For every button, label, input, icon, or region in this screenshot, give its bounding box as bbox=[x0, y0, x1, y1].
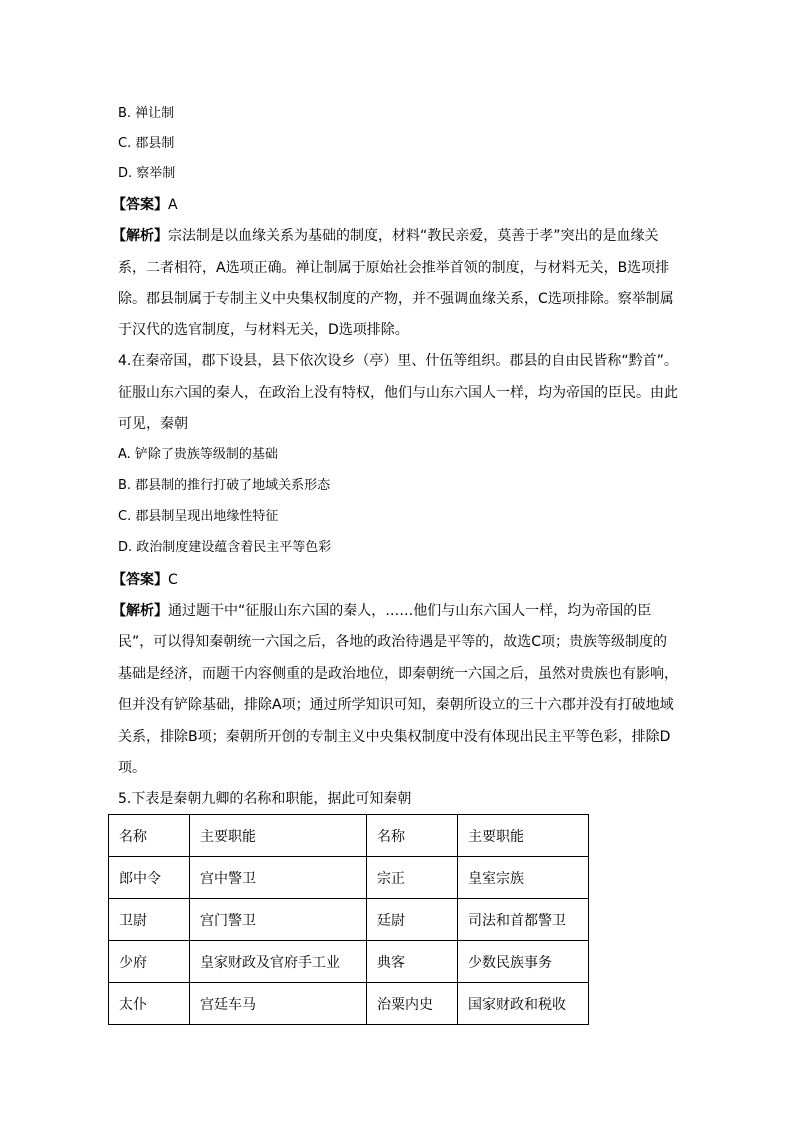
answer-value: A bbox=[168, 197, 178, 213]
analysis-tag: 【解析】 bbox=[112, 603, 168, 619]
table-cell: 司法和首都警卫 bbox=[458, 899, 589, 941]
table-cell: 治粟内史 bbox=[367, 983, 458, 1025]
q5-stem: 5.下表是秦朝九卿的名称和职能，据此可知秦朝 bbox=[118, 791, 412, 807]
table-cell: 宗正 bbox=[367, 857, 458, 899]
table-cell: 皇家财政及官府手工业 bbox=[190, 941, 367, 983]
table-header-row bbox=[109, 815, 589, 857]
q4-stem-line-3: 可见，秦朝 bbox=[118, 416, 188, 432]
table-row bbox=[109, 899, 589, 941]
q4-answer bbox=[112, 570, 178, 590]
analysis-text: 通过题干中“征服山东六国的秦人，……他们与山东六国人一样，均为帝国的臣 bbox=[168, 603, 652, 619]
answer-tag: 【答案】 bbox=[112, 572, 168, 588]
q4-analysis-line-6: 项。 bbox=[118, 760, 146, 776]
q3-option-d: D. 察举制 bbox=[118, 166, 176, 181]
table-cell: 宫门警卫 bbox=[190, 899, 367, 941]
analysis-tag: 【解析】 bbox=[112, 228, 168, 244]
header-cell: 名称 bbox=[367, 815, 458, 857]
q4-option-c: C. 郡县制呈现出地缘性特征 bbox=[118, 509, 279, 524]
table-row bbox=[109, 983, 589, 1025]
table-cell: 太仆 bbox=[109, 983, 190, 1025]
table-cell: 少府 bbox=[109, 941, 190, 983]
q4-analysis-line-2: 民”，可以得知秦朝统一六国之后，各地的政治待遇是平等的，故选C项；贵族等级制度的 bbox=[118, 634, 668, 650]
q4-stem-line-2: 征服山东六国的秦人，在政治上没有特权，他们与山东六国人一样，均为帝国的臣民。由此 bbox=[118, 385, 678, 401]
nine-ministers-table bbox=[108, 814, 589, 1025]
table-row bbox=[109, 857, 589, 899]
header-cell: 名称 bbox=[109, 815, 190, 857]
answer-tag: 【答案】 bbox=[112, 197, 168, 213]
q4-analysis-line-3: 基础是经济，而题干内容侧重的是政治地位，即秦朝统一六国之后，虽然对贵族也有影响， bbox=[118, 666, 678, 682]
table-cell: 皇室宗族 bbox=[458, 857, 589, 899]
analysis-text: 宗法制是以血缘关系为基础的制度，材料“教民亲爱，莫善于孝”突出的是血缘关 bbox=[168, 228, 659, 244]
q3-analysis-line-1 bbox=[112, 226, 659, 246]
header-cell: 主要职能 bbox=[458, 815, 589, 857]
q3-analysis-line-2: 系，二者相符，A选项正确。禅让制属于原始社会推举首领的制度，与材料无关，B选项排 bbox=[118, 260, 670, 276]
q3-option-b: B. 禅让制 bbox=[118, 106, 175, 121]
table-cell: 卫尉 bbox=[109, 899, 190, 941]
q4-analysis-line-5: 关系，排除B项；秦朝所开创的专制主义中央集权制度中没有体现出民主平等色彩，排除D bbox=[118, 729, 671, 745]
q4-option-b: B. 郡县制的推行打破了地域关系形态 bbox=[118, 478, 331, 493]
table-cell: 宫廷车马 bbox=[190, 983, 367, 1025]
table-cell: 少数民族事务 bbox=[458, 941, 589, 983]
answer-value: C bbox=[168, 572, 178, 588]
table-cell: 郎中令 bbox=[109, 857, 190, 899]
table-cell: 宫中警卫 bbox=[190, 857, 367, 899]
q4-option-a: A. 铲除了贵族等级制的基础 bbox=[118, 447, 278, 462]
q3-analysis-line-3: 除。郡县制属于专制主义中央集权制度的产物，并不强调血缘关系，C选项排除。察举制属 bbox=[118, 291, 674, 307]
q4-stem-line-1: 4.在秦帝国，郡下设县，县下依次设乡（亭）里、什伍等组织。郡县的自由民皆称“黔首”。 bbox=[118, 353, 678, 369]
header-cell: 主要职能 bbox=[190, 815, 367, 857]
table-cell: 国家财政和税收 bbox=[458, 983, 589, 1025]
table-cell: 廷尉 bbox=[367, 899, 458, 941]
q4-option-d: D. 政治制度建设蕴含着民主平等色彩 bbox=[118, 540, 332, 555]
q3-option-c: C. 郡县制 bbox=[118, 136, 175, 151]
q4-analysis-line-4: 但并没有铲除基础，排除A项；通过所学知识可知，秦朝所设立的三十六郡并没有打破地域 bbox=[118, 697, 674, 713]
table-cell: 典客 bbox=[367, 941, 458, 983]
q4-analysis-line-1 bbox=[112, 601, 651, 621]
q3-analysis-line-4: 于汉代的选官制度，与材料无关，D选项排除。 bbox=[118, 322, 409, 338]
table-row bbox=[109, 941, 589, 983]
q3-answer bbox=[112, 195, 178, 215]
